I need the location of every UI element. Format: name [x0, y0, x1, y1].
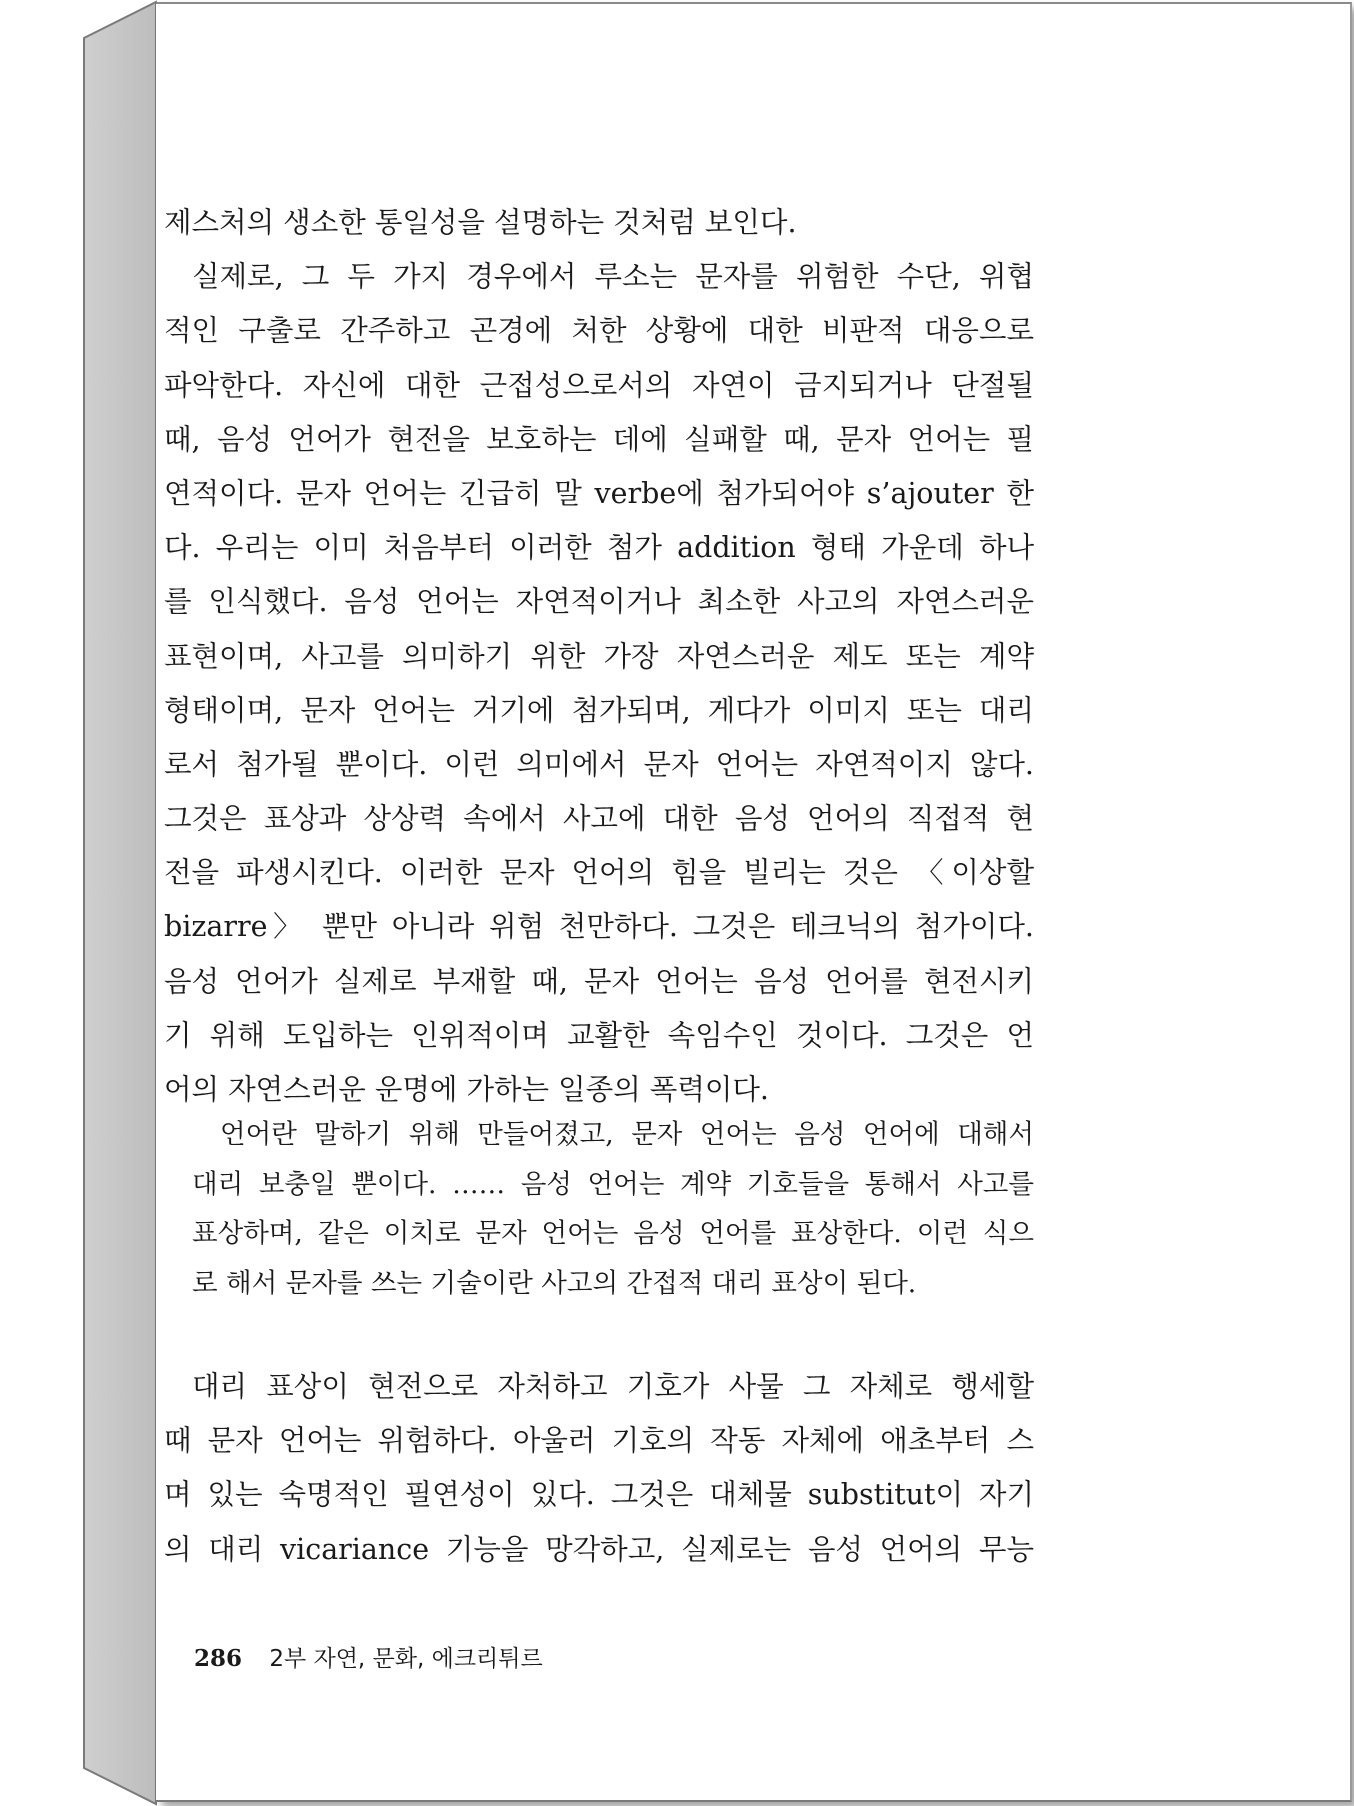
page-footer	[194, 1640, 543, 1673]
text-line: bizarre〉 뿐만 아니라 위험 천만하다. 그것은 테크닉의 첨가이다.	[164, 910, 1034, 944]
text-line: 며 있는 숙명적인 필연성이 있다. 그것은 대체물 substitut이 자기	[164, 1478, 1034, 1512]
block-quote	[192, 1110, 1034, 1308]
text-line: 제스처의 생소한 통일성을 설명하는 것처럼 보인다.	[164, 206, 797, 239]
quote-line: 언어란 말하기 위해 만들어졌고, 문자 언어는 음성 언어에 대해서	[220, 1119, 1034, 1150]
body-paragraph-2	[164, 1360, 1034, 1577]
text-line: 로서 첨가될 뿐이다. 이런 의미에서 문자 언어는 자연적이지 않다.	[164, 747, 1034, 781]
text-line: 다. 우리는 이미 처음부터 이러한 첨가 addition 형태 가운데 하나	[164, 531, 1034, 565]
text-line: 실제로, 그 두 가지 경우에서 루소는 문자를 위험한 수단, 위협	[192, 260, 1034, 294]
text-line: 표현이며, 사고를 의미하기 위한 가장 자연스러운 제도 또는 계약	[164, 639, 1034, 673]
text-line: 기 위해 도입하는 인위적이며 교활한 속임수인 것이다. 그것은 언	[164, 1018, 1034, 1052]
text-line: 어의 자연스러운 운명에 가하는 일종의 폭력이다.	[164, 1073, 769, 1106]
text-line: 때, 음성 언어가 현전을 보호하는 데에 실패할 때, 문자 언어는 필	[164, 422, 1034, 456]
quote-line: 대리 보충일 뿐이다. …… 음성 언어는 계약 기호들을 통해서 사고를	[192, 1168, 1034, 1200]
text-line: 그것은 표상과 상상력 속에서 사고에 대한 음성 언어의 직접적 현	[164, 802, 1034, 836]
quote-line: 표상하며, 같은 이치로 문자 언어는 음성 언어를 표상한다. 이런 식으	[192, 1218, 1034, 1250]
text-line: 대리 표상이 현전으로 자처하고 기호가 사물 그 자체로 행세할	[192, 1370, 1034, 1403]
text-line: 의 대리 vicariance 기능을 망각하고, 실제로는 음성 언어의 무능	[164, 1532, 1034, 1566]
text-line: 파악한다. 자신에 대한 근접성으로서의 자연이 금지되거나 단절될	[164, 368, 1034, 402]
text-line: 때 문자 언어는 위험하다. 아울러 기호의 작동 자체에 애초부터 스	[164, 1424, 1034, 1458]
text-line: 연적이다. 문자 언어는 긴급히 말 verbe에 첨가되어야 s’ajouter 한	[164, 476, 1034, 510]
running-head: 2부 자연, 문화, 에크리튀르	[269, 1646, 543, 1672]
text-line: 전을 파생시킨다. 이러한 문자 언어의 힘을 빌리는 것은 〈이상할	[164, 856, 1034, 890]
text-line: 적인 구출로 간주하고 곤경에 처한 상황에 대한 비판적 대응으로	[164, 314, 1034, 348]
text-line: 형태이며, 문자 언어는 거기에 첨가되며, 게다가 이미지 또는 대리	[164, 693, 1034, 727]
page-number: 286	[194, 1645, 243, 1672]
body-paragraph-1	[164, 196, 1034, 1117]
quote-line: 로 해서 문자를 쓰는 기술이란 사고의 간접적 대리 표상이 된다.	[192, 1267, 917, 1299]
text-line: 를 인식했다. 음성 언어는 자연적이거나 최소한 사고의 자연스러운	[164, 585, 1034, 619]
text-line: 음성 언어가 실제로 부재할 때, 문자 언어는 음성 언어를 현전시키	[164, 964, 1034, 998]
